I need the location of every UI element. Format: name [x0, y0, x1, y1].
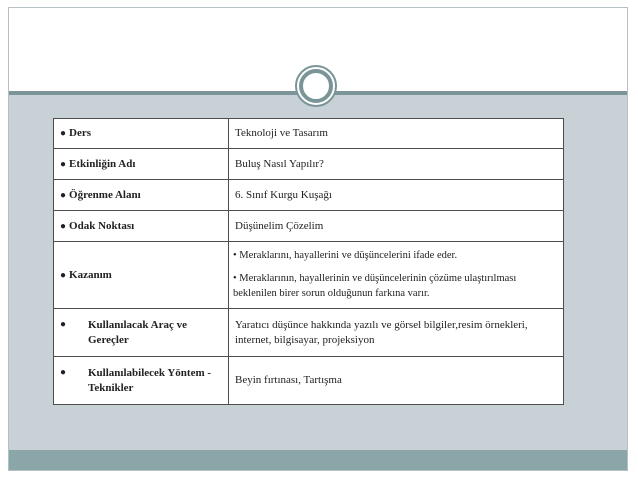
table-row — [54, 180, 564, 211]
decorative-ring-inner-icon — [299, 69, 333, 103]
label-text: Etkinliğin Adı — [69, 157, 136, 170]
row-value-ogrenme: 6. Sınıf Kurgu Kuşağı — [229, 180, 564, 211]
label-text: Kullanılabilecek Yöntem - Teknikler — [88, 366, 212, 394]
bullet-icon: ● — [60, 269, 67, 281]
row-label-ders — [54, 119, 229, 149]
bullet-icon: ● — [60, 128, 67, 140]
row-value-ders: Teknoloji ve Tasarım — [229, 119, 564, 149]
table-row — [54, 242, 564, 309]
label-text: Öğrenme Alanı — [69, 188, 141, 201]
row-label-kazanim — [54, 242, 229, 309]
lesson-info-table — [53, 118, 564, 405]
row-label-arac — [54, 309, 229, 357]
kazanim-line: • Meraklarının, hayallerinin ve düşüncelerinin çözüme ulaştırılması beklenilen birer sorun olduğunun farkına varır. — [233, 273, 517, 299]
row-label-etkinlik — [54, 149, 229, 180]
table-row — [54, 149, 564, 180]
bullet-icon: ● — [60, 366, 67, 378]
row-label-yontem — [54, 357, 229, 405]
label-text: Ders — [69, 127, 92, 140]
label-text: Kazanım — [69, 268, 112, 281]
bullet-icon: ● — [60, 220, 67, 232]
label-text: Odak Noktası — [69, 219, 135, 232]
row-value-odak: Düşünelim Çözelim — [229, 211, 564, 242]
row-label-odak — [54, 211, 229, 242]
kazanim-line: • Meraklarını, hayallerini ve düşüncelerini ifade eder. — [233, 250, 458, 262]
bullet-icon: ● — [60, 158, 67, 170]
row-value-etkinlik: Buluş Nasıl Yapılır? — [229, 149, 564, 180]
row-value-arac: Yaratıcı düşünce hakkında yazılı ve görsel bilgiler,resim örnekleri, internet, bilgisayar, projeksiyon — [229, 309, 564, 357]
table-row — [54, 357, 564, 405]
label-text: Kullanılacak Araç ve Gereçler — [88, 318, 187, 346]
bullet-icon: ● — [60, 318, 67, 330]
table-row — [54, 309, 564, 357]
table-row — [54, 119, 564, 149]
table-row — [54, 211, 564, 242]
row-value-yontem: Beyin fırtınası, Tartışma — [229, 357, 564, 405]
row-value-kazanim — [229, 242, 564, 309]
footer-bar — [9, 450, 627, 470]
bullet-icon: ● — [60, 189, 67, 201]
row-label-ogrenme — [54, 180, 229, 211]
